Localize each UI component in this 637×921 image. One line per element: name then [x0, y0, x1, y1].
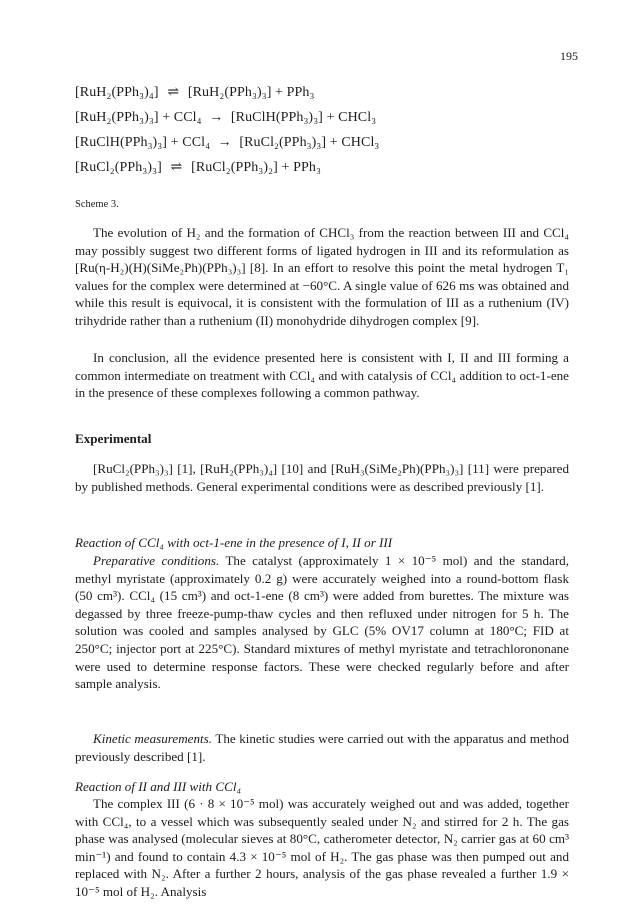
paragraph-conclusion: In conclusion, all the evidence presented here is consistent with I, II and III forming a common intermediate on treatment with CCl₄ and with catalysis of CCl₄ addition to oct-1-ene in the presence of these complexes following a common pathway. — [75, 350, 569, 401]
equation-rhs: [RuH₂(PPh₃)₃] + PPh₃ — [187, 85, 315, 100]
right-arrow-icon: → — [209, 110, 224, 125]
text-kinetic-measurements: The kinetic studies were carried out with the apparatus and method previously described [1]. — [75, 731, 569, 764]
scheme-equation-4 — [75, 159, 575, 184]
equation-lhs: [RuH₂(PPh₃)₃] + CCl₄ — [75, 110, 202, 125]
paragraph-reaction-ii-iii: The complex III (6 · 8 × 10⁻⁵ mol) was accurately weighed out and was added, together with CCl₄, to a vessel which was subsequently sealed under N₂ and stirred for 2 h. The gas phase was analysed (molecular sieves at 80°C, catherometer detector, N₂ carrier gas at 60 cm³ min⁻¹) and found to contain 4.3 × 10⁻⁵ mol of H₂. The gas phase was then pumped out and replaced with N₂. After a further 2 hours, analysis of the gas phase revealed a further 1.9 × 10⁻⁵ mol of H₂. Analysis — [75, 796, 569, 899]
equation-rhs: [RuCl₂(PPh₃)₃] + CHCl₃ — [239, 135, 380, 150]
equation-rhs: [RuClH(PPh₃)₃] + CHCl₃ — [230, 110, 377, 125]
equation-lhs: [RuH₂(PPh₃)₄] — [75, 85, 159, 100]
subsection-title-reaction-ii-iii: Reaction of II and III with CCl₄ — [75, 779, 242, 794]
paragraph-discussion: The evolution of H₂ and the formation of CHCl₃ from the reaction between III and CCl₄ may possibly suggest two different forms of ligated hydrogen in III and its reformulation as [Ru(η-H₂)(H)(SiMe₂Ph)(PPh₃)₃] [8]. In an effort to resolve this point the metal hydrogen T₁ values for the complex were determined at −60°C. A single value of 626 ms was obtained and while this result is equivocal, it is consistent with the formulation of III as a ruthenium (IV) trihydride rather than a ruthenium (II) monohydride dihydrogen complex [9]. — [75, 225, 569, 328]
right-arrow-icon: → — [217, 135, 232, 150]
scheme-equation-3 — [75, 134, 575, 159]
scheme-caption: Scheme 3. — [75, 199, 119, 210]
label-preparative-conditions: Preparative conditions. — [93, 553, 220, 568]
equation-lhs: [RuClH(PPh₃)₃] + CCl₄ — [75, 135, 211, 150]
subsection-title-reaction-oct-1-ene: Reaction of CCl₄ with oct-1-ene in the presence of I, II or III — [75, 535, 393, 550]
paragraph-preparative-conditions — [75, 552, 569, 693]
scheme-equation-2 — [75, 109, 575, 134]
equation-lhs: [RuCl₂(PPh₃)₃] — [75, 160, 162, 175]
paragraph-experimental-intro: [RuCl₂(PPh₃)₃] [1], [RuH₂(PPh₃)₄] [10] and [RuH₃(SiMe₂Ph)(PPh₃)₃] [11] were prepared by published methods. General experimental conditions were as described previously [1]. — [75, 461, 569, 494]
equilibrium-arrow-icon: ⇌ — [167, 85, 180, 100]
reaction-scheme — [75, 84, 575, 184]
page-number: 195 — [560, 49, 578, 63]
equilibrium-arrow-icon: ⇌ — [170, 160, 183, 175]
equation-rhs: [RuCl₂(PPh₃)₂] + PPh₃ — [191, 160, 321, 175]
scheme-equation-1 — [75, 84, 575, 109]
label-kinetic-measurements: Kinetic measurements. — [93, 731, 213, 746]
paragraph-kinetic-measurements — [75, 730, 569, 765]
text-preparative-conditions: The catalyst (approximately 1 × 10⁻⁵ mol) and the standard, methyl myristate (approximately 0.2 g) were accurately weighed into a round-bottom flask (50 cm³). CCl₄ (15 cm³) and oct-1-ene (8 cm³) were added from burettes. The mixture was degassed by three freeze-pump-thaw cycles and then refluxed under nitrogen for 5 h. The solution was cooled and samples analysed by GLC (5% OV17 column at 180°C; FID at 250°C; injector port at 225°C). Standard mixtures of methyl myristate and tetrachlorononane were used to determine response factors. These were checked regularly before and after sample analysis. — [75, 553, 569, 692]
section-heading-experimental: Experimental — [75, 431, 152, 446]
